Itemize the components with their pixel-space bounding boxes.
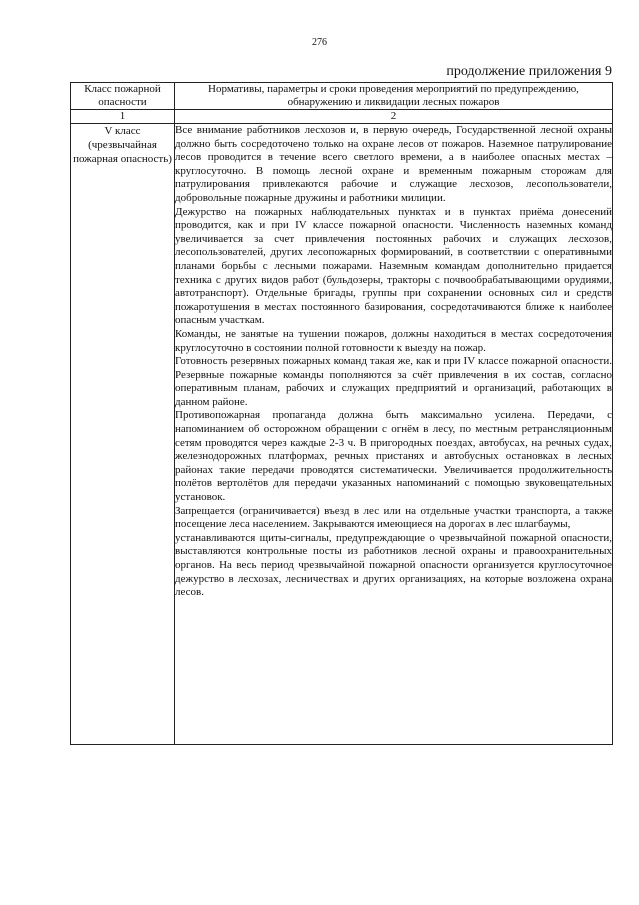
header-norms: Нормативы, параметры и сроки проведения мероприятий по предупреждению, обнаружению и ликвидации лесных пожаров: [175, 83, 613, 110]
column-number-1: 1: [71, 110, 175, 124]
paragraph-reserve: Готовность резервных пожарных команд такая же, как и при IV классе пожарной опасности. Резервные пожарные команды пополняются за счёт привлечения в их состав, согласно оперативным планам, рабочих и служащих предприятий и организаций, работающих в данном районе.: [175, 355, 612, 408]
fire-class-cell: V класс (чрезвычайная пожарная опасность): [71, 124, 175, 745]
paragraph-teams: Команды, не занятые на тушении пожаров, должны находиться в местах сосредоточения круглосуточно в состоянии полной готовности к выезду на пожар.: [175, 327, 612, 354]
measures-cell: [175, 124, 613, 745]
column-number-2: 2: [175, 110, 613, 124]
table-row: [71, 124, 613, 745]
table-header-row: [71, 83, 613, 110]
paragraph-propaganda: Противопожарная пропаганда должна быть максимально усилена. Передачи, с напоминанием об осторожном обращении с огнём в лесу, по местным ретрансляционным сетям проводятся через каждые 2-3 ч. В пригородных поездах, автобусах, на речных судах, железнодорожных платформах, речных пристанях и автобусных остановках в лесных районах такие передачи проводятся систематически. Увеличивается продолжительность полётов вертолётов для передачи указанных напоминаний с помощью звуковещательных установок.: [175, 409, 612, 504]
paragraph-restriction: Запрещается (ограничивается) въезд в лес или на отдельные участки транспорта, а также посещение леса населением. Закрываются имеющиеся на дорогах в лес шлагбаумы,: [175, 504, 612, 531]
fire-measures-table: [70, 82, 613, 745]
paragraph-patrol: Все внимание работников лесхозов и, в первую очередь, Государственной лесной охраны должно быть сосредоточено только на охране лесов от пожаров. Наземное патрулирование лесов проводится в течение всего светлого времени, а в наиболее опасных местах – круглосуточно. В помощь лесной охране и временным пожарным сторожам для патрулирования привлекаются рабочие и служащие лесхозов, лесопользователи, добровольные пожарные дружины и работники милиции.: [175, 124, 612, 204]
column-number-row: [71, 110, 613, 124]
page-number: 276: [312, 37, 327, 48]
header-fire-class: Класс пожарной опасности: [71, 83, 175, 110]
paragraph-duty: Дежурство на пожарных наблюдательных пунктах и в пунктах приёма донесений проводится, как и при IV классе пожарной опасности. Численность наземных команд увеличивается за счет привлечения постоянных рабочих и служащих лесхозов, лесопользователей, других лесопожарных формирований, в соответствии с оперативными планами борьбы с лесными пожарами. Наземным командам дополнительно придается техника с других видов работ (бульдозеры, тракторы с почвообрабатывающими орудиями, автотранспорт). Отдельные бригады, группы при сохранении основных сил и средств пожаротушения в местах постоянного базирования, сосредотачиваются ближе к наиболее опасным участкам.: [175, 205, 612, 327]
continuation-label: продолжение приложения 9: [446, 64, 612, 79]
paragraph-signals: устанавливаются щиты-сигналы, предупреждающие о чрезвычайной пожарной опасности, выставляются контрольные посты из работников лесной охраны и правоохранительных органов. На весь период чрезвычайной пожарной опасности организуется круглосуточное дежурство в лесхозах, лесничествах и других организациях, на которые возложена охрана лесов.: [175, 531, 612, 599]
